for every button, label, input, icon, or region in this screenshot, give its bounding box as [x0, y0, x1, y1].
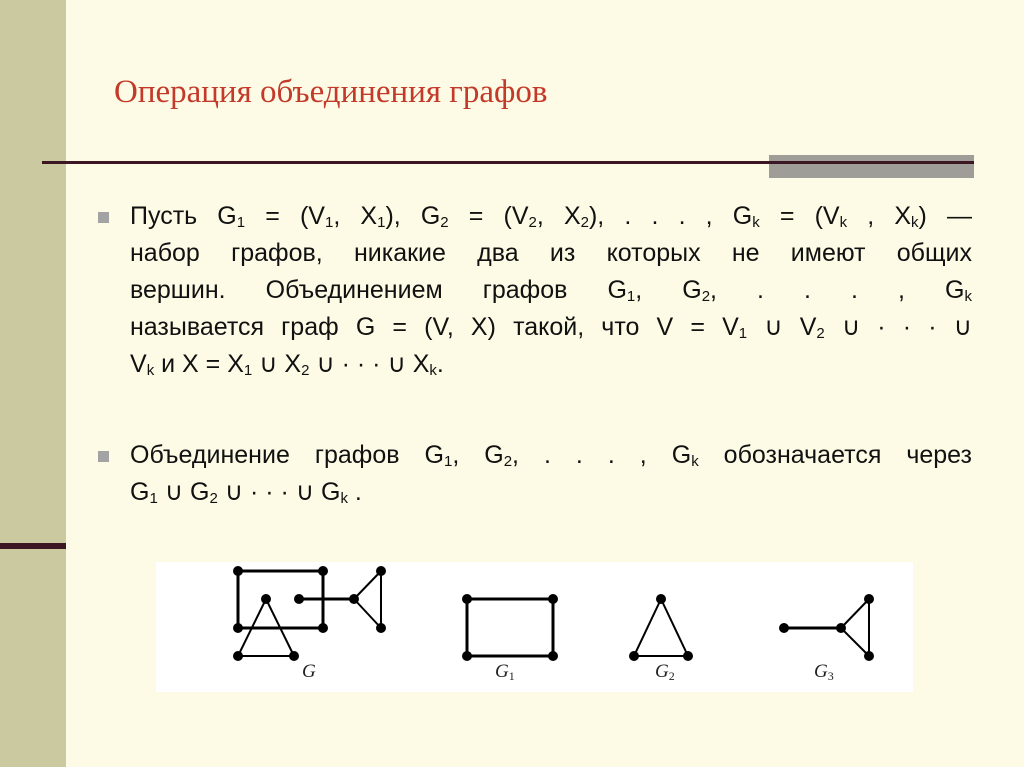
subscript: 1 [324, 214, 334, 231]
subscript: 2 [440, 214, 449, 231]
subscript: 1 [626, 288, 636, 305]
vertex [349, 594, 359, 604]
text-run: , X [333, 202, 378, 230]
subscript: 2 [301, 362, 310, 379]
vertex [233, 566, 243, 576]
subscript: 2 [701, 288, 711, 305]
vertex [376, 566, 386, 576]
subscript: k [964, 288, 972, 305]
vertex [548, 594, 558, 604]
subscript: k [839, 214, 848, 231]
subscript: 1 [443, 453, 453, 470]
text-run: ∪ · · · ∪ [824, 313, 972, 341]
text-run: . [347, 478, 362, 506]
text-line [130, 309, 972, 346]
subscript: 1 [738, 325, 748, 342]
text-run: Объединение графов G [130, 441, 444, 469]
graphs-diagram [156, 562, 913, 692]
subscript: 2 [209, 490, 218, 507]
text-run: , . . . , G [710, 276, 965, 304]
text-run: Пусть G [130, 202, 237, 230]
text-run: ), G [385, 202, 441, 230]
text-line [130, 198, 972, 235]
text-run: ∪ V [747, 313, 817, 341]
bullet-marker-2 [98, 451, 109, 462]
text-run: вершин. Объединением графов G [130, 276, 627, 304]
vertex [462, 594, 472, 604]
vertex [289, 651, 299, 661]
text-run: , G [452, 441, 504, 469]
caption-g3: $G_3$ [814, 661, 834, 683]
vertex [294, 594, 304, 604]
text-run: = (V [759, 202, 840, 230]
subscript: k [911, 214, 919, 231]
caption-g1: $G_1$ [495, 661, 515, 683]
text-run: ∪ · · · ∪ X [309, 350, 430, 378]
vertex [779, 623, 789, 633]
subscript: k [429, 362, 437, 379]
graph-g [238, 571, 381, 656]
graph-g3 [784, 599, 869, 656]
text-run: , G [635, 276, 702, 304]
text-run: ) — [918, 202, 972, 230]
vertex [233, 651, 243, 661]
text-run: G [130, 478, 150, 506]
bullet-marker-1 [98, 212, 109, 223]
vertex [656, 594, 666, 604]
text-run: обозначается через [698, 441, 972, 469]
vertex [462, 651, 472, 661]
subscript: 2 [503, 453, 513, 470]
text-line [130, 272, 972, 309]
title-rule-overlay [769, 161, 974, 164]
text-run: набор графов, никакие два из которых не имеют общих [130, 239, 972, 267]
vertex [683, 651, 693, 661]
text-run: . [436, 350, 444, 378]
vertex [629, 651, 639, 661]
text-run: = (V [245, 202, 325, 230]
text-run: и X = X [154, 350, 244, 378]
graph-g1 [467, 599, 553, 656]
vertex [548, 651, 558, 661]
left-accent-rule [0, 543, 66, 549]
vertex [864, 594, 874, 604]
text-run: ∪ · · · ∪ G [217, 478, 341, 506]
slide-title: Операция объединения графов [114, 74, 548, 110]
text-line [130, 346, 972, 383]
graphs-figure [156, 562, 913, 692]
text-line [130, 235, 972, 272]
vertex [318, 623, 328, 633]
subscript: k [691, 453, 699, 470]
text-run: , X [847, 202, 911, 230]
title-rule-block [769, 155, 974, 178]
subscript: 1 [377, 214, 386, 231]
text-run: ∪ G [157, 478, 210, 506]
subscript: 1 [149, 490, 158, 507]
subscript: 1 [236, 214, 246, 231]
text-run: называется граф G = (V, X) такой, что V = V [130, 313, 739, 341]
vertex [233, 623, 243, 633]
text-line [130, 474, 972, 511]
vertex [864, 651, 874, 661]
subscript: 2 [528, 214, 537, 231]
subscript: k [752, 214, 760, 231]
text-run: ∪ X [252, 350, 302, 378]
bullet-text-1 [130, 198, 972, 383]
vertex [836, 623, 846, 633]
graph-g2 [634, 599, 688, 656]
text-line [130, 437, 972, 474]
text-run: , . . . , G [512, 441, 692, 469]
text-run: , X [536, 202, 581, 230]
caption-g: G [302, 661, 316, 682]
left-accent-bar [0, 0, 66, 767]
subscript: k [340, 490, 348, 507]
caption-g2: $G_2$ [655, 661, 675, 683]
subscript: 1 [243, 362, 253, 379]
text-run: V [130, 350, 147, 378]
vertex [376, 623, 386, 633]
bullet-text-2 [130, 437, 972, 511]
subscript: 2 [816, 325, 825, 342]
text-run: = (V [448, 202, 529, 230]
subscript: 2 [580, 214, 589, 231]
text-run: ), . . . , G [588, 202, 753, 230]
subscript: k [146, 362, 155, 379]
vertex [318, 566, 328, 576]
vertex [261, 594, 271, 604]
